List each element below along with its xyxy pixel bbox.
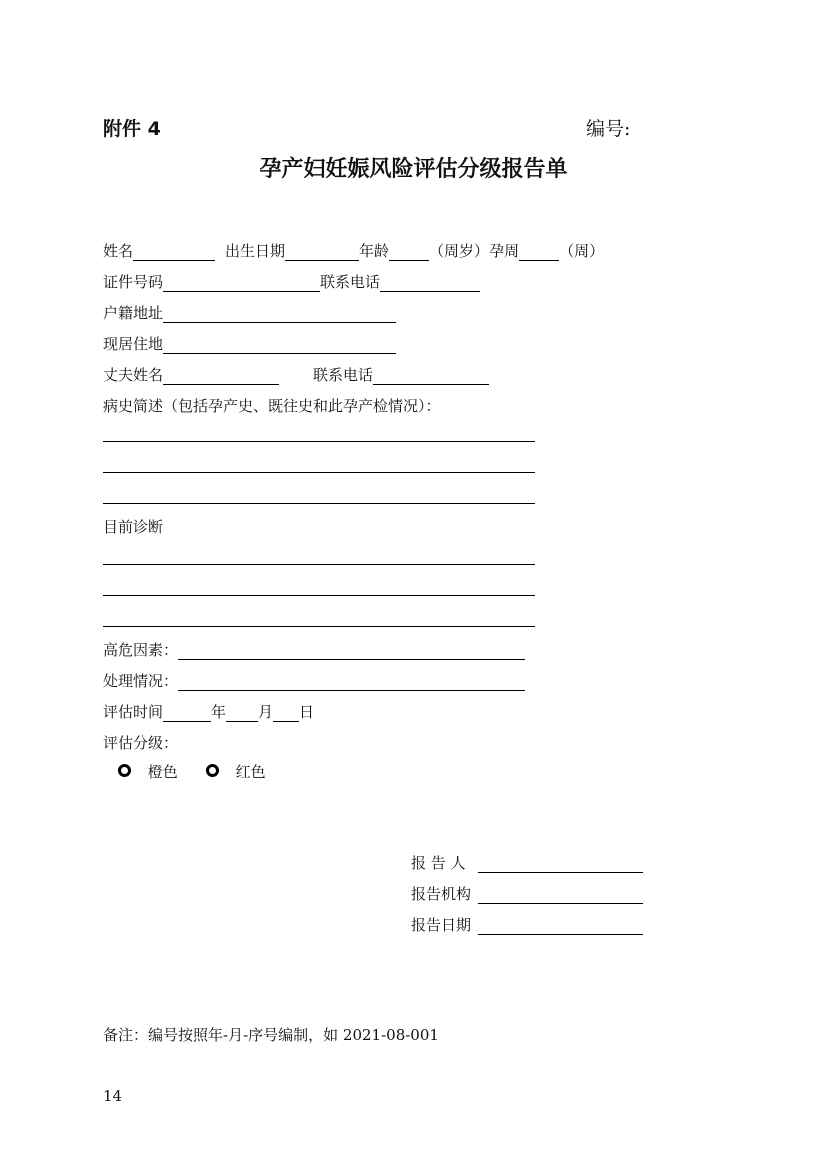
level-option-orange[interactable] [118,762,178,782]
phone-label: 联系电话 [320,273,381,291]
phone-field[interactable] [380,275,480,292]
current-address-row [103,334,396,354]
husband-phone-label: 联系电话 [313,366,374,384]
page-number: 14 [103,1087,123,1105]
husband-row [103,365,489,385]
id-row [103,272,480,292]
assessment-level-label: 评估分级： [103,734,179,752]
day-label: 日 [299,703,315,721]
serial-number-label: 编号: [586,118,631,140]
assessment-time-row [103,702,314,722]
birth-date-label: 出生日期 [225,242,286,260]
radio-icon [206,764,219,777]
report-date-field[interactable] [478,918,643,935]
level-option-red[interactable] [206,762,266,782]
report-date-row [411,915,643,935]
risk-factors-label: 高危因素： [103,641,179,659]
diagnosis-row [103,517,163,537]
age-unit: （周岁） [429,242,490,260]
history-label: 病史简述（包括孕产史、既往史和此孕产检情况）： [103,397,441,415]
diagnosis-line-1[interactable] [103,564,535,565]
household-address-label: 户籍地址 [103,304,164,322]
history-line-2[interactable] [103,472,535,473]
reporter-label: 报 告 人 [411,854,466,872]
institution-row [411,884,643,904]
history-line-3[interactable] [103,503,535,504]
basic-info-row [103,241,604,261]
assessment-time-label: 评估时间 [103,703,164,721]
gestation-label: 孕周 [489,242,520,260]
husband-name-field[interactable] [163,368,279,385]
id-number-label: 证件号码 [103,273,164,291]
level-option-label: 红色 [235,763,266,781]
institution-field[interactable] [478,887,643,904]
gestation-field[interactable] [519,244,559,261]
diagnosis-line-2[interactable] [103,595,535,596]
husband-phone-field[interactable] [373,368,489,385]
risk-factors-row [103,640,525,660]
assessment-level-row [103,733,178,753]
husband-name-label: 丈夫姓名 [103,366,164,384]
assessment-month-field[interactable] [226,705,258,722]
name-field[interactable] [133,244,215,261]
diagnosis-label: 目前诊断 [103,518,164,536]
report-date-label: 报告日期 [411,916,472,934]
current-address-label: 现居住地 [103,335,164,353]
history-line-1[interactable] [103,441,535,442]
radio-icon [118,764,131,777]
household-address-field[interactable] [163,306,396,323]
diagnosis-line-3[interactable] [103,626,535,627]
id-number-field[interactable] [163,275,320,292]
name-label: 姓名 [103,242,134,260]
gestation-unit: （周） [559,242,605,260]
form-title: 孕产妇妊娠风险评估分级报告单 [259,157,568,182]
handling-row [103,671,525,691]
year-label: 年 [211,703,227,721]
assessment-day-field[interactable] [273,705,299,722]
history-row [103,396,441,416]
footnote: 备注：编号按照年-月-序号编制，如 2021-08-001 [103,1026,439,1044]
reporter-row [411,853,643,873]
current-address-field[interactable] [163,337,396,354]
level-options [118,762,294,782]
age-label: 年龄 [359,242,390,260]
age-field[interactable] [389,244,429,261]
institution-label: 报告机构 [411,885,472,903]
assessment-year-field[interactable] [163,705,211,722]
level-option-label: 橙色 [147,763,178,781]
month-label: 月 [258,703,274,721]
birth-date-field[interactable] [285,244,359,261]
handling-field[interactable] [178,674,525,691]
household-address-row [103,303,396,323]
attachment-label: 附件 4 [103,118,161,140]
risk-factors-field[interactable] [178,643,525,660]
reporter-field[interactable] [478,856,643,873]
handling-label: 处理情况： [103,672,179,690]
